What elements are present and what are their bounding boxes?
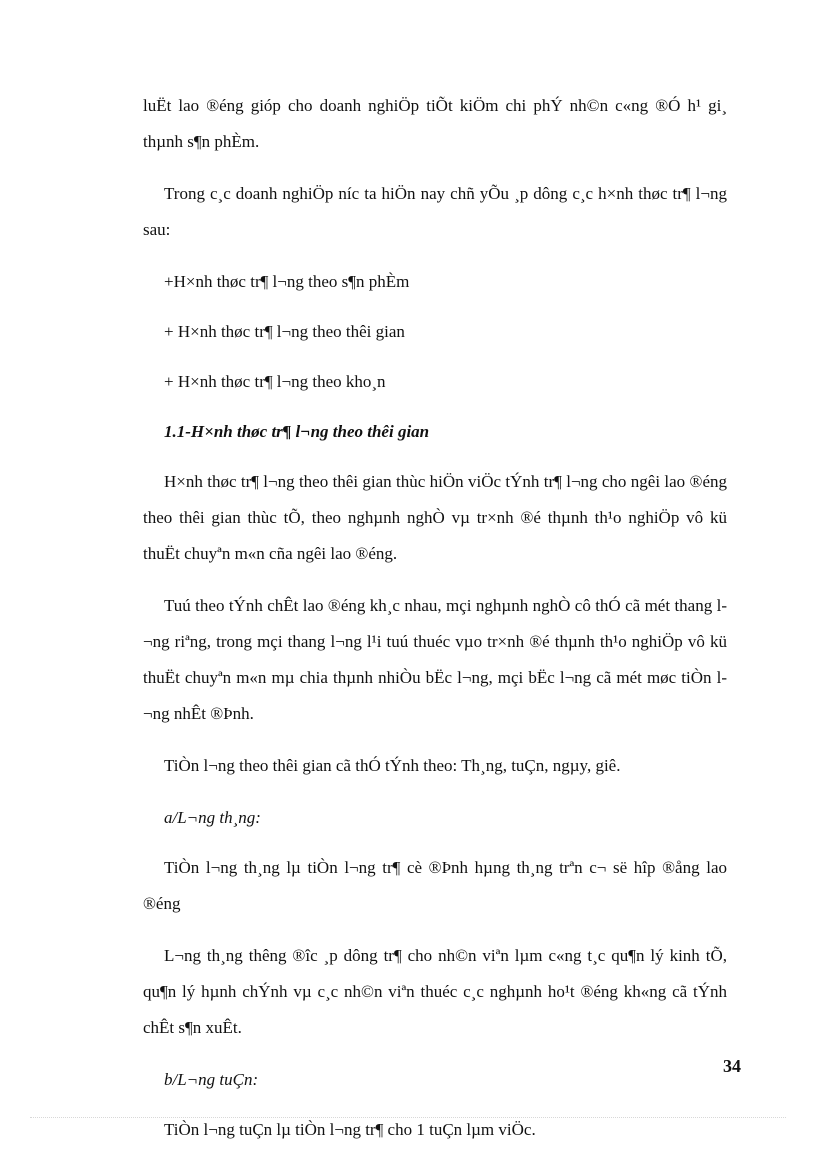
subheading: b/L¬ng tuÇn: — [164, 1070, 259, 1089]
paragraph: H×nh thøc tr¶ l¬ng theo thêi gian thùc hiÖn viÖc tÝnh tr¶ l¬ng cho ngêi lao ®éng theo thêi gian thùc tÕ, theo nghµnh nghÒ vµ tr×nh ®é thµnh th¹o nghiÖp vô kü thuËt chuyªn m«n cña ngêi lao ®éng. — [143, 472, 727, 563]
paragraph: luËt lao ®éng gióp cho doanh nghiÖp tiÕt kiÖm chi phÝ nh©n c«ng ®Ó h¹ gi¸ thµnh s¶n phÈm. — [143, 96, 727, 151]
list-item: +H×nh thøc tr¶ l¬ng theo s¶n phÈm — [164, 272, 410, 291]
page-bottom-divider — [30, 1117, 786, 1118]
body-text — [143, 88, 727, 1164]
paragraph: TiÒn l¬ng theo thêi gian cã thÓ tÝnh theo: Th¸ng, tuÇn, ngµy, giê. — [164, 756, 621, 775]
list-item: + H×nh thøc tr¶ l¬ng theo thêi gian — [164, 322, 405, 341]
paragraph: Tuú theo tÝnh chÊt lao ®éng kh¸c nhau, mçi nghµnh nghÒ cô thÓ cã mét thang l¬ng riªng, trong mçi thang l¬ng l¹i tuú thuéc vµo tr×nh ®é thµnh th¹o nghiÖp vô kü thuËt chuyªn m«n mµ chia thµnh nhiÒu bËc l¬ng, mçi bËc l¬ng cã mét møc tiÒn l¬ng nhÊt ®Þnh. — [143, 596, 727, 723]
paragraph: TiÒn l¬ng th¸ng lµ tiÒn l¬ng tr¶ cè ®Þnh hµng th¸ng trªn c¬ së hîp ®ång lao ®éng — [143, 858, 727, 913]
list-item: + H×nh thøc tr¶ l¬ng theo kho¸n — [164, 372, 386, 391]
paragraph: TiÒn l¬ng tuÇn lµ tiÒn l¬ng tr¶ cho 1 tuÇn lµm viÖc. — [164, 1120, 536, 1139]
subheading: a/L¬ng th¸ng: — [164, 808, 261, 827]
page-number: 34 — [723, 1056, 741, 1076]
section-heading: 1.1-H×nh thøc tr¶ l¬ng theo thêi gian — [164, 422, 430, 441]
paragraph: Trong c¸c doanh nghiÖp níc ta hiÖn nay chñ yÕu ¸p dông c¸c h×nh thøc tr¶ l¬ng sau: — [143, 184, 727, 239]
paragraph: L¬ng th¸ng thêng ®îc ¸p dông tr¶ cho nh©n viªn lµm c«ng t¸c qu¶n lý kinh tÕ, qu¶n lý hµnh chÝnh vµ c¸c nh©n viªn thuéc c¸c nghµnh ho¹t ®éng kh«ng cã tÝnh chÊt s¶n xuÊt. — [143, 946, 727, 1037]
